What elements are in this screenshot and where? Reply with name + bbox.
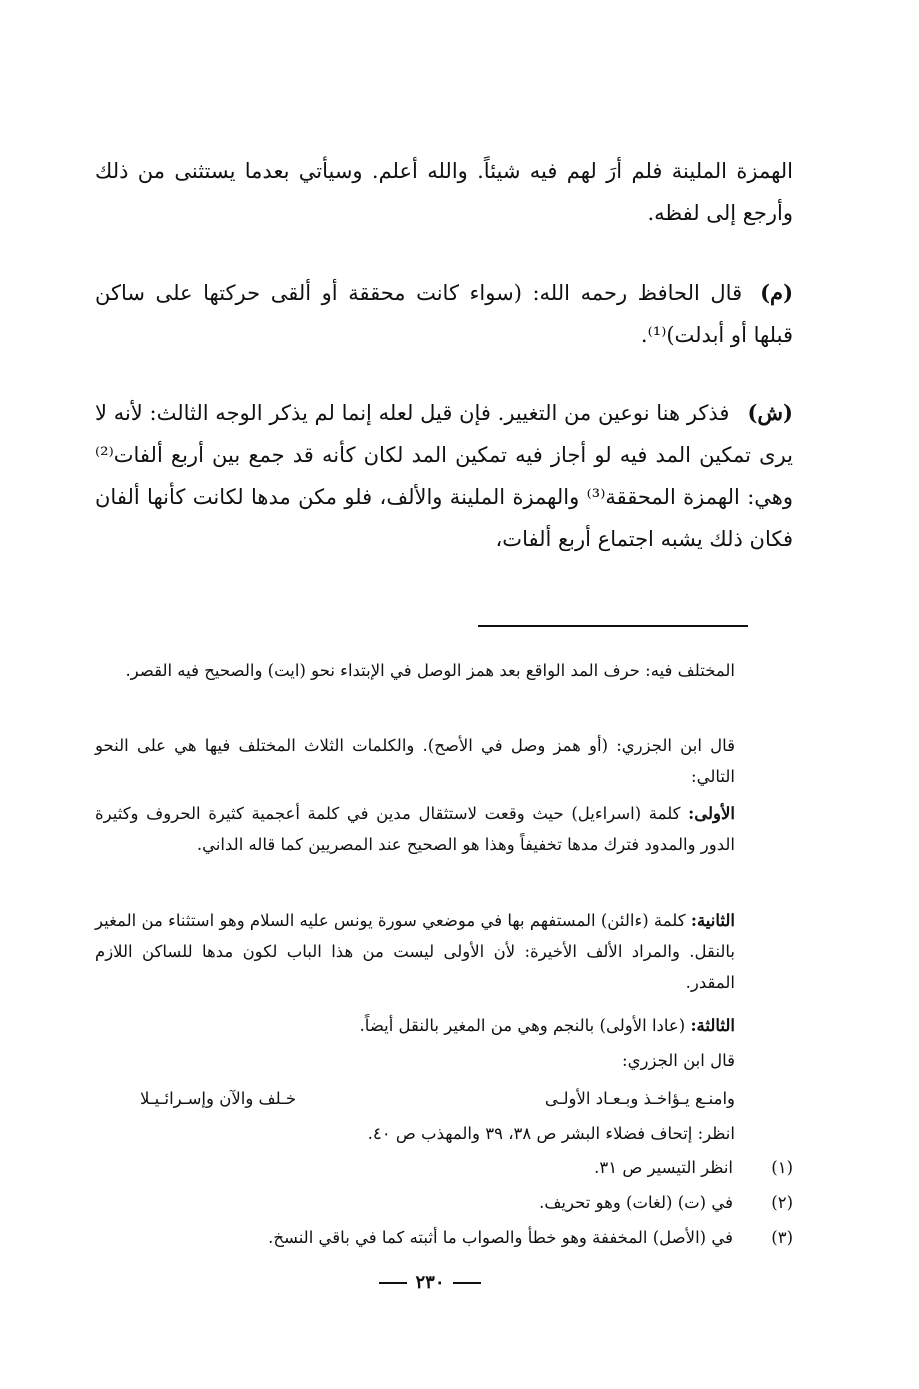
page-number: ٢٣٠: [360, 1268, 500, 1298]
note-text-5: الثالثة: (عادا الأولى) بالنجم وهي من المغير بالنقل أيضاً.: [359, 1016, 735, 1035]
footnote-1: [95, 1153, 793, 1183]
note-text-1: المختلف فيه: حرف المد الواقع بعد همز الوصل في الإبتداء نحو (ايت) والصحيح فيه القصر.: [125, 661, 735, 680]
paragraph-3: (ش)فذكر هنا نوعين من التغيير. فإن قيل لعله إنما لم يذكر الوجه الثالث: لأنه لا يرى تمكين المد فيه لو أجاز فيه تمكين المد لكان كأنه قد جمع بين أربع ألفات⁽²⁾ وهي: الهمزة المحققة⁽³⁾ والهمزة الملينة والألف، فلو مكن مدها لكانت كأنها ألفان فكان ذلك يشبه اجتماع أربع ألفات،: [95, 400, 793, 551]
verse-first-hemistich: وامنـع يـؤاخـذ وبـعـاد الأولـى: [544, 1089, 735, 1108]
note-label-second: الثانية:: [690, 911, 735, 930]
paragraph-2-marker: (م): [760, 280, 793, 305]
note-text-4: الثانية: كلمة (ءالئن) المستفهم بها في موضعي سورة يونس عليه السلام وهو استثناء من المغير بالنقل. والمراد الألف الأخيرة: لأن الأولى ليست من هذا الباب لكون مدها للساكن اللازم المقدر.: [95, 911, 735, 992]
note-label-third: الثالثة:: [690, 1016, 735, 1035]
note-text-2: قال ابن الجزري: (أو همز وصل في الأصح). والكلمات الثلاث المختلف فيها هي على النحو التالي:: [95, 736, 735, 786]
verse-second-hemistich: خـلف والآن وإسـرائـيـلا: [140, 1089, 297, 1108]
page-number-dash: [453, 1282, 481, 1284]
footnote-number: (٢): [771, 1193, 793, 1212]
footnote-text: في (الأصل) المخففة وهو خطأ والصواب ما أثبته كما في باقي النسخ.: [268, 1228, 733, 1247]
footnote-number: (١): [771, 1158, 793, 1177]
poem-verse: [140, 1083, 735, 1115]
footnote-2: [95, 1188, 793, 1218]
footnote-3: [95, 1223, 793, 1253]
footnote-text: في (ت) (لغات) وهو تحريف.: [539, 1193, 733, 1212]
paragraph-3-marker: (ش): [747, 400, 793, 425]
note-label-first: الأولى:: [688, 804, 736, 823]
page-number-dash: [379, 1282, 407, 1284]
note-text-3: الأولى: كلمة (اسراءيل) حيث وقعت لاستثقال مدين في كلمة أعجمية كثيرة الحروف وكثيرة الدور والمدود فترك مدها تخفيفاً وهذا هو الصحيح عند المصريين كما قاله الداني.: [95, 804, 736, 854]
footnote-separator: [478, 625, 748, 627]
note-text-6: قال ابن الجزري:: [622, 1051, 735, 1070]
footnote-text: انظر التيسير ص ٣١.: [594, 1158, 733, 1177]
note-text-7: انظر: إتحاف فضلاء البشر ص ٣٨، ٣٩ والمهذب ص ٤٠.: [367, 1124, 735, 1143]
paragraph-1: الهمزة الملينة فلم أرَ لهم فيه شيئاً. والله أعلم. وسيأتي بعدما يستثنى من ذلك وأرجع إلى لفظه.: [95, 159, 793, 225]
footnote-number: (٣): [771, 1228, 793, 1247]
paragraph-2: (م)قال الحافظ رحمه الله: (سواء كانت محققة أو ألقى حركتها على ساكن قبلها أو أبدلت)⁽¹⁾.: [95, 280, 793, 347]
